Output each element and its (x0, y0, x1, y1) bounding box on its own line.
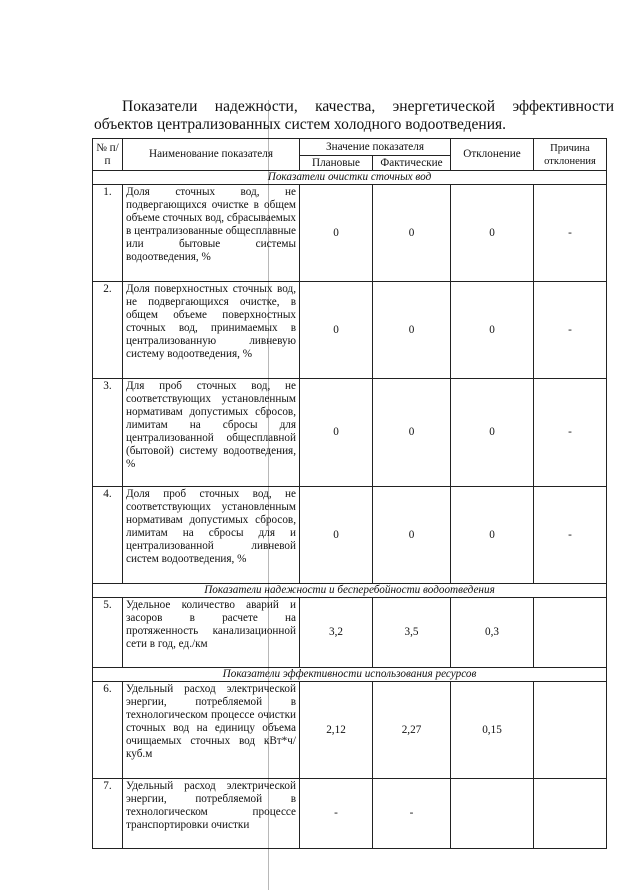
row-number: 1. (93, 185, 123, 282)
reason-value (534, 779, 607, 849)
indicator-name: Доля сточных вод, не подвергающихся очистке в общем объеме сточных вод, сбрасываемых в централизованные общесплавные или бытовые системы водоотведения, % (123, 185, 300, 282)
reason-value: - (534, 379, 607, 487)
deviation-value: 0 (451, 185, 534, 282)
reason-value (534, 682, 607, 779)
indicator-name: Для проб сточных вод, не соответствующих установленным нормативам допустимых сбросов, лимитам на сбросы для централизованной общесплавной (бытовой) систему водоотведения, % (123, 379, 300, 487)
table-row (93, 379, 607, 487)
actual-value: 0 (373, 487, 451, 584)
planned-value: 0 (300, 185, 373, 282)
indicator-name: Доля поверхностных сточных вод, не подвергающихся очистке, в общем объеме поверхностных сточных вод, принимаемых в централизованную ливневую систему водоотведения, % (123, 282, 300, 379)
indicators-table (92, 138, 607, 849)
row-number: 7. (93, 779, 123, 849)
planned-value: 0 (300, 282, 373, 379)
table-row (93, 779, 607, 849)
table-row (93, 682, 607, 779)
deviation-value: 0 (451, 487, 534, 584)
deviation-value: 0 (451, 379, 534, 487)
planned-value: 0 (300, 487, 373, 584)
table-row (93, 487, 607, 584)
actual-value: 2,27 (373, 682, 451, 779)
reason-value: - (534, 487, 607, 584)
section-title: Показатели эффективности использования ресурсов (93, 668, 607, 682)
deviation-value: 0 (451, 282, 534, 379)
actual-value: 0 (373, 379, 451, 487)
page-title: Показатели надежности, качества, энергетической эффективности объектов централизованных систем холодного водоотведения. (94, 98, 614, 133)
section-row (93, 584, 607, 598)
deviation-value: 0,3 (451, 598, 534, 668)
actual-value: 0 (373, 282, 451, 379)
row-number: 3. (93, 379, 123, 487)
header-num: № п/п (93, 139, 123, 171)
table-header-row (93, 139, 607, 156)
indicator-name: Удельный расход электрической энергии, потребляемой в технологическом процессе транспортировки очистки (123, 779, 300, 849)
reason-value: - (534, 185, 607, 282)
scan-artifact-line (268, 100, 269, 890)
header-reason: Причина отклонения (534, 139, 607, 171)
actual-value: 3,5 (373, 598, 451, 668)
section-title: Показатели очистки сточных вод (93, 171, 607, 185)
actual-value: - (373, 779, 451, 849)
table-row (93, 598, 607, 668)
indicator-name: Удельный расход электрической энергии, потребляемой в технологическом процессе очистки сточных вод на единицу объема очищаемых сточных вод кВт*ч/куб.м (123, 682, 300, 779)
header-deviation: Отклонение (451, 139, 534, 171)
indicator-name: Доля проб сточных вод, не соответствующих установленным нормативам допустимых сбросов, лимитам на сбросы для и централизованной ливневой систем водоотведения, % (123, 487, 300, 584)
planned-value: - (300, 779, 373, 849)
deviation-value: 0,15 (451, 682, 534, 779)
section-row (93, 171, 607, 185)
actual-value: 0 (373, 185, 451, 282)
row-number: 4. (93, 487, 123, 584)
planned-value: 2,12 (300, 682, 373, 779)
deviation-value (451, 779, 534, 849)
indicator-name: Удельное количество аварий и засоров в расчете на протяженность канализационной сети в год, ед./км (123, 598, 300, 668)
section-title: Показатели надежности и бесперебойности водоотведения (93, 584, 607, 598)
header-planned: Плановые (300, 156, 373, 171)
section-row (93, 668, 607, 682)
planned-value: 0 (300, 379, 373, 487)
row-number: 5. (93, 598, 123, 668)
reason-value (534, 598, 607, 668)
planned-value: 3,2 (300, 598, 373, 668)
table-row (93, 282, 607, 379)
header-value-group: Значение показателя (300, 139, 451, 156)
table-row (93, 185, 607, 282)
header-actual: Фактические (373, 156, 451, 171)
row-number: 2. (93, 282, 123, 379)
row-number: 6. (93, 682, 123, 779)
reason-value: - (534, 282, 607, 379)
header-name: Наименование показателя (123, 139, 300, 171)
